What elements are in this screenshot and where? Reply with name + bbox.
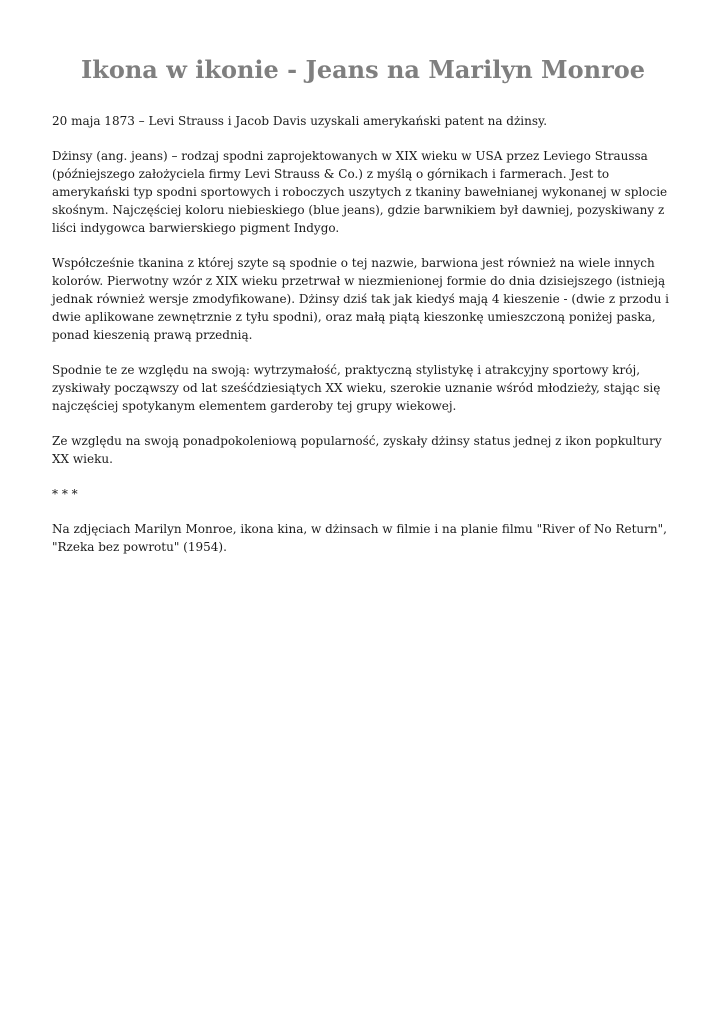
paragraph-jeans-definition: Dżinsy (ang. jeans) – rodzaj spodni zaprojektowanych w XIX wieku w USA przez Leviego Straussa (późniejszego założyciela firmy Levi Strauss & Co.) z myślą o górnikach i farmerach. Jest to amerykański typ spodni sportowych i roboczych uszytych z tkaniny bawełnianej wykonanej w splocie skośnym. Najczęściej koloru niebieskiego (blue jeans), gdzie barwnikiem był dawniej, pozyskiwany z liści indygowca barwierskiego pigment Indygo.: [52, 149, 668, 235]
section-separator: * * *: [52, 487, 78, 501]
paragraph-modern-fabric: Współcześnie tkanina z której szyte są spodnie o tej nazwie, barwiona jest również na wiele innych kolorów. Pierwotny wzór z XIX wieku przetrwał w niezmienionej formie do dnia dzisiejszego (istnieją jednak również wersje zmodyfikowane). Dżinsy dziś tak jak kiedyś mają 4 kieszenie - (dwie z przodu i dwie aplikowane zewnętrznie z tyłu spodni), oraz małą piątą kieszonkę umieszczoną poniżej paska, ponad kieszenią prawą przednią.: [52, 256, 669, 342]
document-page: [52, 52, 674, 573]
paragraph-patent-date: 20 maja 1873 – Levi Strauss i Jacob Davis uzyskali amerykański patent na dżinsy.: [52, 114, 548, 128]
page-title: Ikona w ikonie - Jeans na Marilyn Monroe: [80, 55, 646, 84]
paragraph-pop-culture-icon: Ze względu na swoją ponadpokoleniową popularność, zyskały dżinsy status jednej z ikon popkultury XX wieku.: [52, 434, 662, 466]
paragraph-youth-popularity: Spodnie te ze względu na swoją: wytrzymałość, praktyczną stylistykę i atrakcyjny sportowy krój, zyskiwały począwszy od lat sześćdziesiątych XX wieku, szerokie uznanie wśród młodzieży, stając się najczęściej spotykanym elementem garderoby tej grupy wiekowej.: [52, 363, 661, 413]
paragraph-photo-caption: Na zdjęciach Marilyn Monroe, ikona kina, w dżinsach w filmie i na planie filmu "River of No Return", "Rzeka bez powrotu" (1954).: [52, 522, 667, 554]
